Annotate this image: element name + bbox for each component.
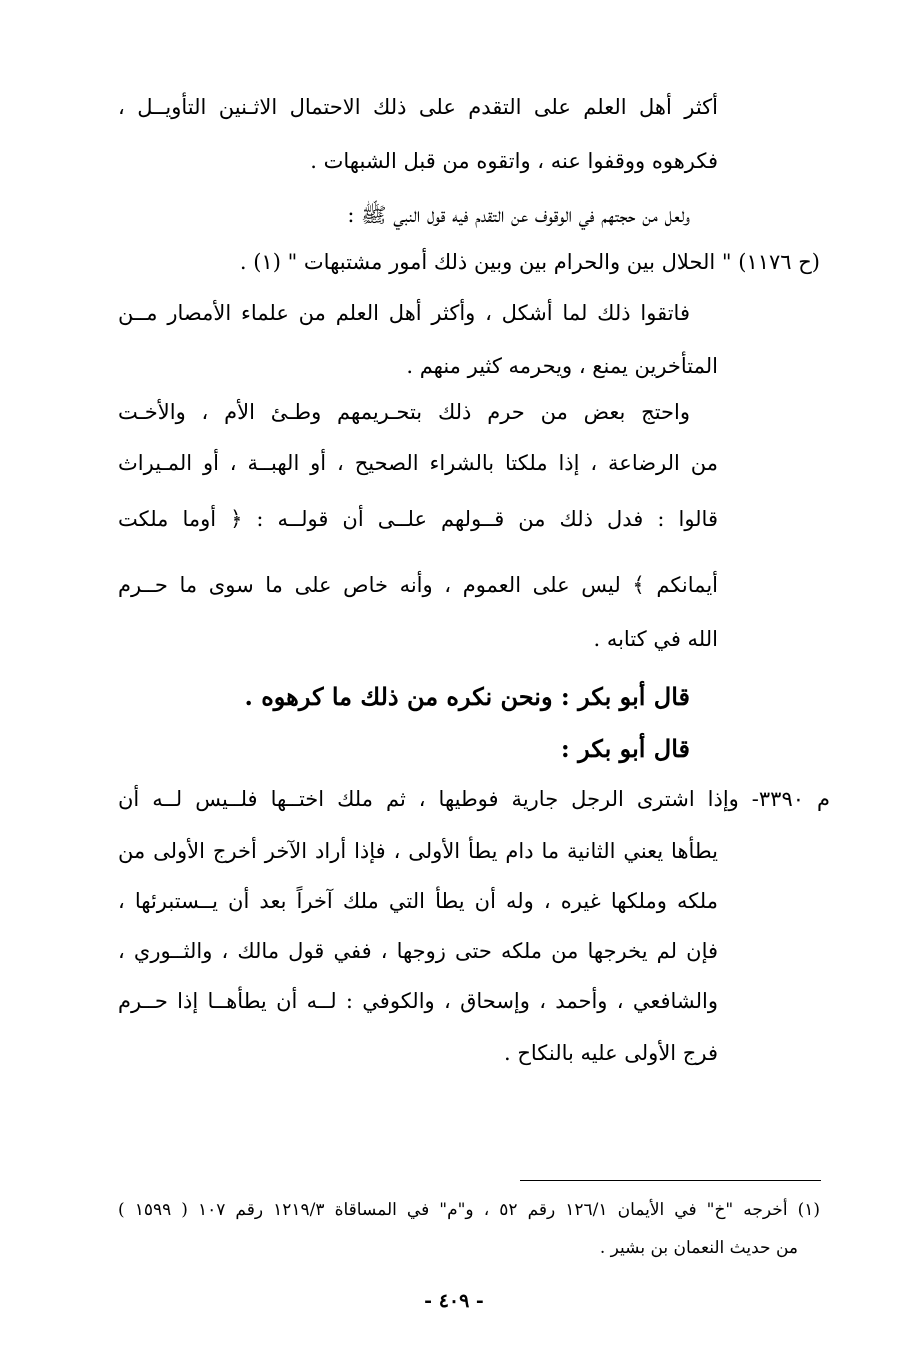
section-heading: قال أبو بكر : ونحن نكره من ذلك ما كرهوه . (244, 682, 690, 711)
footnote-separator (520, 1180, 821, 1181)
body-line: فرج الأولى عليه بالنكاح . (503, 1041, 718, 1065)
body-line: ولعل من حجتهم في الوقوف عن التقدم فيه قول النبي ﷺ : (347, 203, 690, 227)
body-line: والشافعي ، وأحمد ، وإسحاق ، والكوفي : لــه أن يطأهــا إذا حــرم (118, 989, 718, 1013)
body-line: ملكه وملكها غيره ، وله أن يطأ التي ملك آخراً بعد أن يــستبرئها ، (118, 889, 718, 913)
footnote-line: من حديث النعمان بن بشير . (599, 1238, 798, 1258)
body-line: من الرضاعة ، إذا ملكتا بالشراء الصحيح ، أو الهبــة ، أو المـيراث (118, 451, 718, 475)
body-line: واحتج بعض من حرم ذلك بتحـريمهم وطـئ الأم ، والأخـت (118, 400, 690, 424)
body-line: قالوا : فدل ذلك من قــولهم علــى أن قولــه : ﴿ أوما ملكت (118, 507, 718, 531)
body-line: الله في كتابه . (593, 627, 718, 651)
body-line: أيمانكم ﴾ ليس على العموم ، وأنه خاص على ما سوى ما حــرم (118, 573, 718, 597)
issue-line: م ٣٣٩٠- وإذا اشترى الرجل جارية فوطيها ، ثم ملك اختــها فلــيس لــه أن (118, 787, 831, 811)
hadith-line: (ح ١١٧٦) " الحلال بين والحرام بين وبين ذلك أمور مشتبهات " (١) . (239, 250, 820, 274)
body-line: المتأخرين يمنع ، ويحرمه كثير منهم . (406, 354, 718, 378)
page-number: - ٤٠٩ - (424, 1290, 484, 1312)
footnote-line: (١) أخرجه "خ" في الأيمان ١٢٦/١ رقم ٥٢ ، و"م" في المساقاة ١٢١٩/٣ رقم ١٠٧ ( ١٥٩٩ ) (118, 1200, 821, 1220)
body-line: فإن لم يخرجها من ملكه حتى زوجها ، ففي قول مالك ، والثــوري ، (118, 939, 718, 963)
body-line: فكرهوه ووقفوا عنه ، واتقوه من قبل الشبهات . (310, 149, 718, 173)
section-heading: قال أبو بكر : (560, 734, 690, 763)
body-line: فاتقوا ذلك لما أشكل ، وأكثر أهل العلم من علماء الأمصار مــن (118, 301, 690, 325)
body-line: يطأها يعني الثانية ما دام يطأ الأولى ، فإذا أراد الآخر أخرج الأولى من (118, 839, 718, 863)
body-line: أكثر أهل العلم على التقدم على ذلك الاحتمال الاثـنين التأويــل ، (118, 95, 718, 119)
